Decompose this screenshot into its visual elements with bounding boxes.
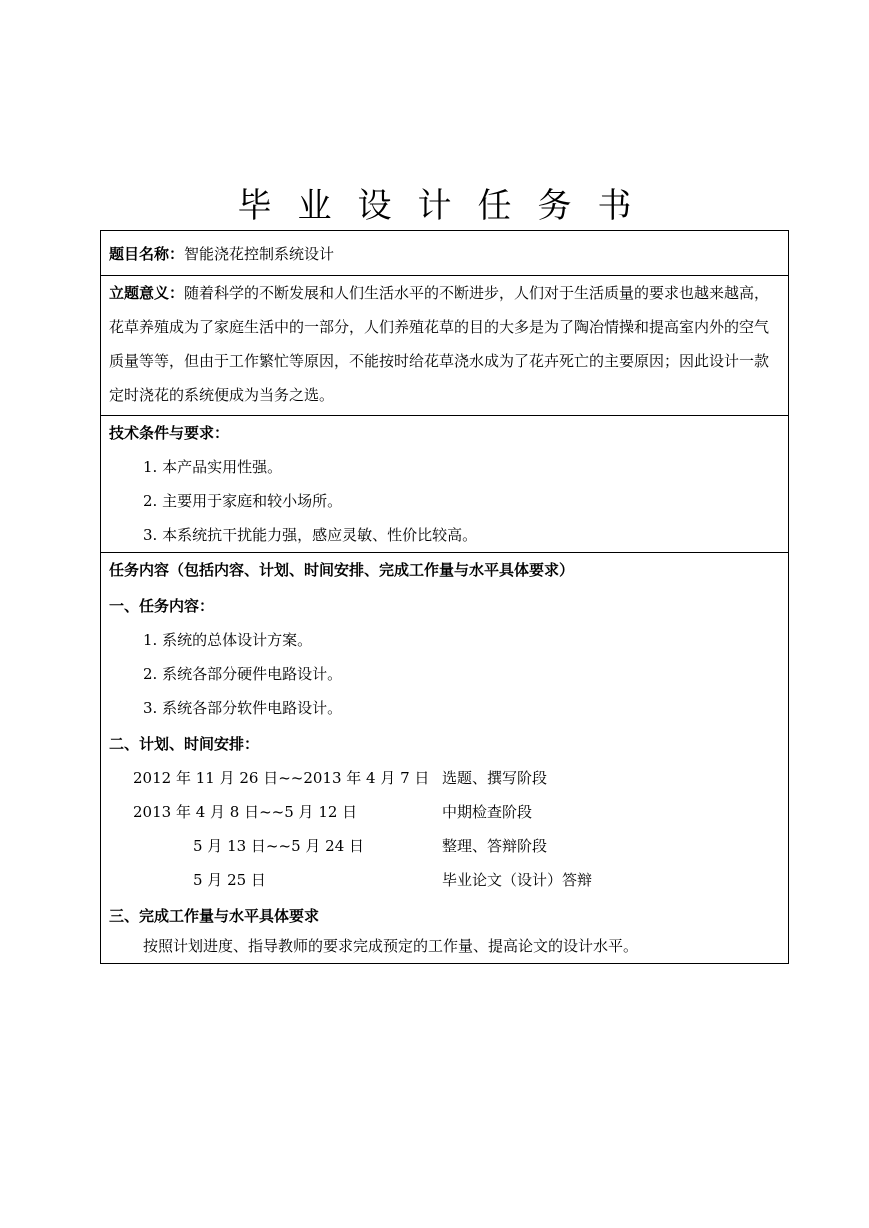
task-content-item: 2. 系统各部分硬件电路设计。 <box>143 665 343 683</box>
schedule-stage: 整理、答辩阶段 <box>442 837 548 855</box>
schedule-date: 5 月 25 日 <box>193 871 266 889</box>
task-heading: 任务内容（包括内容、计划、时间安排、完成工作量与水平具体要求） <box>109 561 575 579</box>
requirement-item: 2. 主要用于家庭和较小场所。 <box>143 492 343 510</box>
significance-row <box>101 275 788 415</box>
schedule-row <box>109 795 780 829</box>
requirement-item: 1. 本产品实用性强。 <box>143 458 283 476</box>
significance-label: 立题意义： <box>109 284 185 302</box>
topic-label: 题目名称： <box>109 245 185 263</box>
requirement-item: 3. 本系统抗干扰能力强，感应灵敏、性价比较高。 <box>143 526 478 544</box>
task-content-item: 3. 系统各部分软件电路设计。 <box>143 699 343 717</box>
workload-text: 按照计划进度、指导教师的要求完成预定的工作量、提高论文的设计水平。 <box>143 937 639 955</box>
topic-value: 智能浇花控制系统设计 <box>184 245 335 263</box>
schedule-date: 2012 年 11 月 26 日~~2013 年 4 月 7 日 <box>133 769 430 787</box>
task-row <box>101 552 788 963</box>
document-title: 毕业设计任务书 <box>237 186 658 226</box>
requirements-label: 技术条件与要求： <box>109 424 230 442</box>
significance-text: 随着科学的不断发展和人们生活水平的不断进步，人们对于生活质量的要求也越来越高，花草养殖成为了家庭生活中的一部分，人们养殖花草的目的大多是为了陶冶情操和提高室内外的空气质量等等，但由于工作繁忙等原因，不能按时给花草浇水成为了花卉死亡的主要原因；因此设计一款定时浇花的系统便成为当务之选。 <box>109 284 770 404</box>
schedule-stage: 中期检查阶段 <box>442 803 533 821</box>
schedule-stage: 毕业论文（设计）答辩 <box>442 871 593 889</box>
topic-row <box>101 231 788 275</box>
requirements-row <box>101 415 788 552</box>
schedule-date: 5 月 13 日~~5 月 24 日 <box>193 837 365 855</box>
schedule-row <box>109 829 780 863</box>
workload-heading: 三、完成工作量与水平具体要求 <box>109 907 320 925</box>
schedule-row <box>109 761 780 795</box>
schedule-heading: 二、计划、时间安排： <box>109 735 260 753</box>
task-table <box>100 230 789 964</box>
schedule-date: 2013 年 4 月 8 日~~5 月 12 日 <box>133 803 358 821</box>
schedule-stage: 选题、撰写阶段 <box>442 769 548 787</box>
task-content-item: 1. 系统的总体设计方案。 <box>143 631 313 649</box>
schedule-row <box>109 863 780 897</box>
task-content-heading: 一、任务内容： <box>109 597 215 615</box>
